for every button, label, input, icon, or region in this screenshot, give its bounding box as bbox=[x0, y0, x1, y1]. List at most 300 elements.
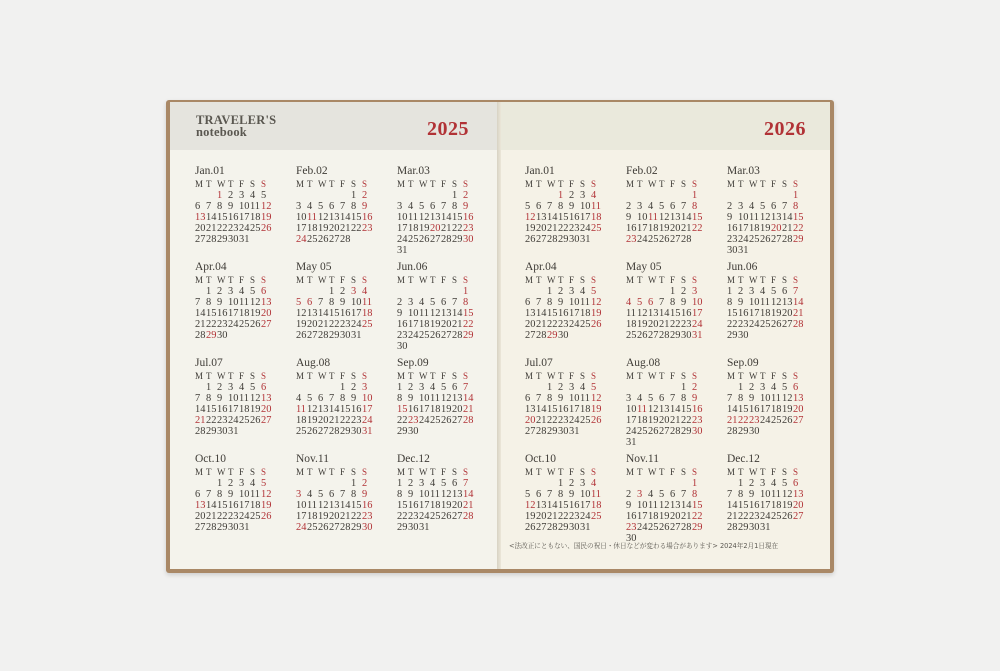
day-number: 12 bbox=[760, 212, 771, 223]
day-number: 16 bbox=[228, 500, 239, 511]
day-number: 7 bbox=[547, 201, 553, 212]
empty-cell bbox=[340, 478, 351, 489]
day-number: 4 bbox=[580, 382, 586, 393]
day-number: 18 bbox=[250, 212, 261, 223]
day-number: 15 bbox=[397, 404, 408, 415]
day-number: 7 bbox=[681, 201, 687, 212]
empty-cell bbox=[419, 190, 430, 201]
day-number: 28 bbox=[441, 234, 452, 245]
day-number: 15 bbox=[558, 212, 569, 223]
day-number: 23 bbox=[228, 511, 239, 522]
brand-logo bbox=[196, 114, 276, 138]
weekday-header: T bbox=[329, 179, 335, 189]
day-number: 1 bbox=[793, 190, 799, 201]
day-number: 22 bbox=[793, 223, 804, 234]
day-number: 9 bbox=[228, 201, 234, 212]
day-number: 31 bbox=[569, 426, 580, 437]
day-number: 1 bbox=[738, 478, 744, 489]
weekday-header: M bbox=[727, 275, 736, 285]
month-name: May 05 bbox=[626, 261, 662, 273]
day-number: 15 bbox=[351, 500, 362, 511]
day-number: 25 bbox=[408, 234, 419, 245]
day-number: 2 bbox=[727, 201, 733, 212]
day-number: 24 bbox=[580, 223, 591, 234]
day-number: 9 bbox=[228, 489, 234, 500]
day-number: 19 bbox=[250, 308, 261, 319]
day-number: 25 bbox=[591, 223, 602, 234]
day-number: 24 bbox=[637, 522, 648, 533]
month-calendar bbox=[525, 454, 626, 550]
weekday-header: F bbox=[239, 275, 245, 285]
day-number: 13 bbox=[536, 500, 547, 511]
day-number: 29 bbox=[670, 330, 681, 341]
day-number: 24 bbox=[362, 415, 373, 426]
day-number: 14 bbox=[195, 404, 206, 415]
day-grid bbox=[727, 467, 815, 533]
day-number: 6 bbox=[659, 393, 665, 404]
day-number: 28 bbox=[547, 234, 558, 245]
day-number: 28 bbox=[547, 522, 558, 533]
month-name: Jan.01 bbox=[525, 165, 555, 177]
day-grid bbox=[525, 179, 626, 245]
brand-line2: notebook bbox=[196, 125, 247, 139]
day-number: 24 bbox=[408, 330, 419, 341]
day-number: 6 bbox=[329, 489, 335, 500]
day-number: 1 bbox=[681, 382, 687, 393]
empty-cell bbox=[782, 190, 793, 201]
day-number: 20 bbox=[430, 223, 441, 234]
day-number: 10 bbox=[419, 489, 430, 500]
day-number: 25 bbox=[307, 522, 318, 533]
day-number: 23 bbox=[569, 223, 580, 234]
weekday-header: S bbox=[452, 179, 458, 189]
month-name: May 05 bbox=[296, 261, 332, 273]
day-number: 9 bbox=[692, 393, 698, 404]
weekday-header: F bbox=[670, 275, 676, 285]
empty-cell bbox=[525, 286, 536, 297]
day-number: 28 bbox=[793, 319, 804, 330]
day-number: 3 bbox=[580, 478, 586, 489]
weekday-header: W bbox=[419, 467, 428, 477]
day-number: 18 bbox=[307, 223, 318, 234]
day-number: 3 bbox=[626, 393, 632, 404]
empty-cell bbox=[397, 190, 408, 201]
day-number: 31 bbox=[239, 234, 250, 245]
day-number: 16 bbox=[408, 404, 419, 415]
day-grid bbox=[727, 275, 815, 341]
day-number: 2 bbox=[397, 297, 403, 308]
day-number: 19 bbox=[782, 500, 793, 511]
weekday-header: M bbox=[296, 371, 305, 381]
month-calendar bbox=[296, 454, 397, 550]
day-number: 11 bbox=[591, 201, 602, 212]
day-number: 2 bbox=[351, 382, 357, 393]
footnote: <法改正にともない、国民の祝日・休日などが変わる場合があります> 2024年2月1日現在 bbox=[509, 542, 779, 550]
day-number: 7 bbox=[195, 297, 201, 308]
day-number: 25 bbox=[637, 426, 648, 437]
day-number: 13 bbox=[307, 308, 318, 319]
weekday-header: F bbox=[239, 179, 245, 189]
day-number: 25 bbox=[771, 511, 782, 522]
day-number: 31 bbox=[580, 234, 591, 245]
weekday-header: M bbox=[626, 467, 635, 477]
day-number: 6 bbox=[195, 201, 201, 212]
day-number: 24 bbox=[239, 511, 250, 522]
weekday-header: S bbox=[782, 179, 788, 189]
day-number: 24 bbox=[296, 522, 307, 533]
day-number: 9 bbox=[463, 201, 469, 212]
day-number: 29 bbox=[397, 522, 408, 533]
day-number: 16 bbox=[727, 223, 738, 234]
weekday-header: W bbox=[217, 371, 226, 381]
day-number: 25 bbox=[296, 426, 307, 437]
day-number: 5 bbox=[525, 201, 531, 212]
day-number: 21 bbox=[441, 223, 452, 234]
day-number: 29 bbox=[738, 522, 749, 533]
empty-cell bbox=[659, 382, 670, 393]
empty-cell bbox=[648, 190, 659, 201]
day-number: 12 bbox=[637, 308, 648, 319]
day-number: 11 bbox=[771, 489, 782, 500]
day-number: 24 bbox=[637, 234, 648, 245]
weekday-header: T bbox=[329, 467, 335, 477]
day-number: 5 bbox=[782, 382, 788, 393]
weekday-header: S bbox=[782, 371, 788, 381]
day-number: 7 bbox=[340, 201, 346, 212]
day-number: 1 bbox=[547, 382, 553, 393]
day-number: 3 bbox=[397, 201, 403, 212]
month-calendar bbox=[525, 166, 626, 262]
day-number: 22 bbox=[217, 223, 228, 234]
weekday-header: M bbox=[727, 179, 736, 189]
day-number: 5 bbox=[591, 382, 597, 393]
day-number: 8 bbox=[217, 201, 223, 212]
day-number: 31 bbox=[239, 522, 250, 533]
day-number: 10 bbox=[228, 297, 239, 308]
day-number: 14 bbox=[659, 308, 670, 319]
day-number: 13 bbox=[452, 489, 463, 500]
weekday-header: M bbox=[525, 179, 534, 189]
day-number: 28 bbox=[463, 415, 474, 426]
day-number: 19 bbox=[760, 223, 771, 234]
weekday-header: T bbox=[206, 467, 212, 477]
weekday-header: F bbox=[569, 371, 575, 381]
day-number: 18 bbox=[637, 415, 648, 426]
weekday-header: T bbox=[206, 275, 212, 285]
day-number: 23 bbox=[727, 234, 738, 245]
weekday-header: W bbox=[648, 275, 657, 285]
weekday-header: T bbox=[228, 179, 234, 189]
day-number: 2 bbox=[340, 286, 346, 297]
weekday-header: F bbox=[569, 179, 575, 189]
day-number: 5 bbox=[771, 286, 777, 297]
day-number: 10 bbox=[397, 212, 408, 223]
day-number: 28 bbox=[452, 330, 463, 341]
day-number: 7 bbox=[463, 382, 469, 393]
day-number: 16 bbox=[362, 212, 373, 223]
day-number: 26 bbox=[782, 415, 793, 426]
day-number: 30 bbox=[681, 330, 692, 341]
day-number: 25 bbox=[250, 223, 261, 234]
day-number: 17 bbox=[397, 223, 408, 234]
day-number: 1 bbox=[558, 190, 564, 201]
day-number: 26 bbox=[307, 426, 318, 437]
weekday-header: T bbox=[307, 179, 313, 189]
month-name: Feb.02 bbox=[296, 165, 328, 177]
day-number: 7 bbox=[206, 489, 212, 500]
day-number: 14 bbox=[547, 212, 558, 223]
day-number: 6 bbox=[441, 297, 447, 308]
day-number: 13 bbox=[329, 500, 340, 511]
month-calendar bbox=[296, 262, 397, 358]
weekday-header: M bbox=[525, 371, 534, 381]
day-number: 9 bbox=[738, 297, 744, 308]
weekday-header: W bbox=[648, 371, 657, 381]
day-number: 26 bbox=[525, 234, 536, 245]
day-number: 12 bbox=[591, 393, 602, 404]
day-number: 21 bbox=[318, 319, 329, 330]
weekday-header: W bbox=[318, 179, 327, 189]
day-number: 23 bbox=[397, 330, 408, 341]
weekday-header: S bbox=[591, 275, 597, 285]
day-number: 18 bbox=[771, 404, 782, 415]
day-number: 25 bbox=[419, 330, 430, 341]
month-name: Aug.08 bbox=[626, 357, 661, 369]
empty-cell bbox=[525, 478, 536, 489]
day-number: 11 bbox=[250, 201, 261, 212]
day-number: 13 bbox=[195, 500, 206, 511]
day-number: 19 bbox=[296, 319, 307, 330]
weekday-header: S bbox=[782, 467, 788, 477]
weekday-header: W bbox=[217, 179, 226, 189]
day-number: 11 bbox=[408, 212, 419, 223]
weekday-header: W bbox=[547, 467, 556, 477]
day-number: 25 bbox=[362, 319, 373, 330]
day-number: 19 bbox=[525, 511, 536, 522]
day-number: 4 bbox=[362, 286, 368, 297]
day-number: 18 bbox=[749, 223, 760, 234]
day-number: 30 bbox=[727, 245, 738, 256]
weekday-header: T bbox=[738, 275, 744, 285]
day-number: 29 bbox=[351, 522, 362, 533]
day-number: 14 bbox=[195, 308, 206, 319]
month-name: Aug.08 bbox=[296, 357, 331, 369]
day-number: 6 bbox=[771, 201, 777, 212]
day-number: 27 bbox=[261, 319, 272, 330]
day-number: 12 bbox=[591, 297, 602, 308]
day-number: 21 bbox=[452, 319, 463, 330]
day-number: 28 bbox=[670, 426, 681, 437]
day-number: 14 bbox=[536, 308, 547, 319]
day-number: 16 bbox=[749, 500, 760, 511]
month-calendar bbox=[397, 454, 485, 550]
day-number: 28 bbox=[340, 522, 351, 533]
day-number: 15 bbox=[670, 308, 681, 319]
weekday-header: T bbox=[760, 275, 766, 285]
day-number: 11 bbox=[430, 393, 441, 404]
day-number: 11 bbox=[362, 297, 373, 308]
day-number: 11 bbox=[648, 212, 659, 223]
day-number: 15 bbox=[692, 500, 703, 511]
weekday-header: M bbox=[397, 179, 406, 189]
day-number: 2 bbox=[558, 382, 564, 393]
day-number: 20 bbox=[793, 404, 804, 415]
day-number: 8 bbox=[351, 489, 357, 500]
day-number: 19 bbox=[659, 511, 670, 522]
year-label: 2025 bbox=[427, 118, 469, 140]
month-calendar bbox=[296, 358, 397, 454]
day-number: 6 bbox=[670, 201, 676, 212]
day-number: 27 bbox=[659, 426, 670, 437]
day-number: 20 bbox=[670, 223, 681, 234]
day-number: 22 bbox=[340, 415, 351, 426]
weekday-header: S bbox=[250, 275, 256, 285]
day-number: 17 bbox=[738, 223, 749, 234]
day-number: 9 bbox=[681, 297, 687, 308]
day-number: 20 bbox=[318, 415, 329, 426]
day-number: 26 bbox=[419, 234, 430, 245]
day-number: 2 bbox=[738, 286, 744, 297]
day-number: 3 bbox=[296, 489, 302, 500]
day-number: 22 bbox=[217, 511, 228, 522]
empty-cell bbox=[397, 286, 408, 297]
day-number: 30 bbox=[738, 330, 749, 341]
month-name: Jun.06 bbox=[727, 261, 758, 273]
day-number: 6 bbox=[670, 489, 676, 500]
weekday-header: S bbox=[793, 467, 799, 477]
weekday-header: F bbox=[441, 467, 447, 477]
day-number: 27 bbox=[452, 415, 463, 426]
day-number: 26 bbox=[441, 511, 452, 522]
page-2025 bbox=[170, 102, 497, 569]
day-grid bbox=[525, 275, 626, 341]
year-label: 2026 bbox=[764, 118, 806, 140]
weekday-header: M bbox=[195, 179, 204, 189]
weekday-header: S bbox=[362, 179, 368, 189]
day-number: 19 bbox=[318, 223, 329, 234]
day-number: 29 bbox=[463, 330, 474, 341]
weekday-header: W bbox=[217, 467, 226, 477]
day-number: 4 bbox=[419, 297, 425, 308]
day-number: 13 bbox=[648, 308, 659, 319]
day-number: 18 bbox=[419, 319, 430, 330]
day-number: 25 bbox=[580, 319, 591, 330]
day-number: 27 bbox=[782, 319, 793, 330]
day-number: 8 bbox=[397, 393, 403, 404]
weekday-header: M bbox=[727, 371, 736, 381]
day-number: 29 bbox=[340, 426, 351, 437]
weekday-header: S bbox=[362, 275, 368, 285]
day-number: 27 bbox=[452, 511, 463, 522]
day-number: 21 bbox=[782, 223, 793, 234]
day-number: 13 bbox=[261, 393, 272, 404]
day-number: 1 bbox=[217, 478, 223, 489]
day-number: 21 bbox=[206, 223, 217, 234]
day-number: 29 bbox=[547, 330, 558, 341]
weekday-header: S bbox=[580, 275, 586, 285]
weekday-header: S bbox=[692, 275, 698, 285]
day-number: 26 bbox=[591, 415, 602, 426]
day-number: 24 bbox=[569, 415, 580, 426]
day-number: 1 bbox=[206, 286, 212, 297]
day-number: 16 bbox=[408, 500, 419, 511]
day-number: 31 bbox=[580, 522, 591, 533]
empty-cell bbox=[307, 478, 318, 489]
day-number: 28 bbox=[206, 522, 217, 533]
weekday-header: F bbox=[340, 371, 346, 381]
day-number: 5 bbox=[591, 286, 597, 297]
weekday-header: T bbox=[637, 371, 643, 381]
day-number: 14 bbox=[727, 404, 738, 415]
day-number: 23 bbox=[692, 415, 703, 426]
weekday-header: T bbox=[738, 179, 744, 189]
empty-cell bbox=[441, 190, 452, 201]
day-number: 4 bbox=[239, 286, 245, 297]
day-number: 12 bbox=[419, 212, 430, 223]
day-number: 15 bbox=[681, 404, 692, 415]
day-number: 4 bbox=[430, 382, 436, 393]
day-number: 18 bbox=[250, 500, 261, 511]
day-number: 22 bbox=[670, 319, 681, 330]
weekday-header: T bbox=[329, 275, 335, 285]
day-number: 3 bbox=[362, 382, 368, 393]
month-calendar bbox=[626, 454, 727, 550]
day-number: 7 bbox=[329, 393, 335, 404]
day-number: 20 bbox=[782, 308, 793, 319]
day-number: 13 bbox=[430, 212, 441, 223]
day-number: 5 bbox=[659, 489, 665, 500]
day-number: 26 bbox=[591, 319, 602, 330]
weekday-header: S bbox=[351, 467, 357, 477]
day-number: 30 bbox=[217, 426, 228, 437]
day-grid bbox=[626, 179, 727, 245]
day-number: 25 bbox=[430, 511, 441, 522]
weekday-header: S bbox=[452, 467, 458, 477]
weekday-header: T bbox=[430, 467, 436, 477]
empty-cell bbox=[670, 382, 681, 393]
weekday-header: T bbox=[408, 275, 414, 285]
day-number: 21 bbox=[463, 404, 474, 415]
day-number: 29 bbox=[206, 426, 217, 437]
day-number: 5 bbox=[318, 489, 324, 500]
weekday-header: M bbox=[397, 275, 406, 285]
weekday-header: T bbox=[536, 371, 542, 381]
day-number: 12 bbox=[525, 500, 536, 511]
day-number: 25 bbox=[648, 234, 659, 245]
weekday-header: F bbox=[340, 179, 346, 189]
day-number: 11 bbox=[307, 500, 318, 511]
day-number: 19 bbox=[525, 223, 536, 234]
day-number: 2 bbox=[681, 286, 687, 297]
day-number: 30 bbox=[397, 341, 408, 352]
empty-cell bbox=[419, 286, 430, 297]
empty-cell bbox=[547, 190, 558, 201]
empty-cell bbox=[637, 286, 648, 297]
day-number: 20 bbox=[525, 415, 536, 426]
day-number: 16 bbox=[558, 404, 569, 415]
day-number: 6 bbox=[525, 393, 531, 404]
day-number: 15 bbox=[738, 404, 749, 415]
day-number: 2 bbox=[217, 382, 223, 393]
day-number: 23 bbox=[558, 319, 569, 330]
day-number: 27 bbox=[525, 426, 536, 437]
day-number: 22 bbox=[329, 319, 340, 330]
day-number: 6 bbox=[430, 201, 436, 212]
weekday-header: W bbox=[749, 179, 758, 189]
weekday-header: F bbox=[569, 275, 575, 285]
day-number: 14 bbox=[340, 500, 351, 511]
day-number: 23 bbox=[569, 511, 580, 522]
